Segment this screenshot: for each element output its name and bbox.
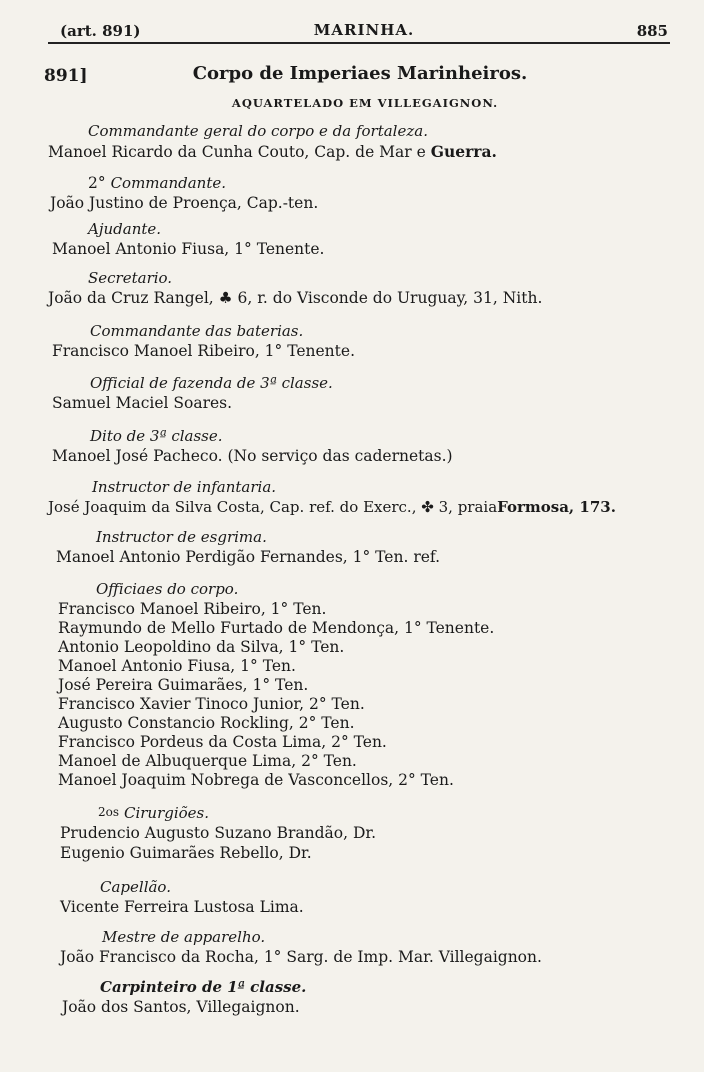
officer-name: Antonio Leopoldino da Silva, 1° Ten. [58, 638, 345, 656]
address-symbol-icon: ✤ [421, 498, 434, 516]
role-instructor-infantaria: Instructor de infantaria. [92, 478, 277, 496]
role-commandante-baterias: Commandante das baterias. [90, 322, 304, 340]
officer-name: Manoel Antonio Fiusa, 1° Ten. [58, 657, 296, 675]
role-segundo-commandante [88, 174, 226, 192]
entry-instructor-esgrima: Manoel Antonio Perdigão Fernandes, 1° Ten. ref. [56, 548, 441, 566]
role-secretario: Secretario. [88, 269, 173, 287]
role-officiaes: Officiaes do corpo. [96, 580, 239, 598]
officer-name: Augusto Constancio Rockling, 2° Ten. [58, 714, 355, 732]
header-rule [48, 42, 670, 44]
article-ref: (art. 891) [60, 22, 141, 40]
role-ajudante: Ajudante. [88, 220, 162, 238]
officer-name: Francisco Manoel Ribeiro, 1° Ten. [58, 600, 327, 618]
running-title: MARINHA. [313, 21, 415, 39]
role-label: Commandante. [110, 174, 226, 192]
surgeon-name: Eugenio Guimarães Rebello, Dr. [60, 844, 312, 862]
entry-ajudante: Manoel Antonio Fiusa, 1° Tenente. [52, 240, 325, 258]
section-number: 891] [44, 66, 88, 86]
section-subtitle: AQUARTELADO EM VILLEGAIGNON. [231, 96, 499, 110]
entry-instructor-infantaria [48, 498, 616, 516]
running-header [58, 20, 670, 42]
entry-official-fazenda: Samuel Maciel Soares. [52, 394, 233, 412]
role-commandante-geral: Commandante geral do corpo e da fortaleza. [88, 122, 428, 140]
role-prefix: 2os [98, 805, 120, 819]
entry-commandante-baterias: Francisco Manoel Ribeiro, 1° Tenente. [52, 342, 355, 360]
entry-carpinteiro: João dos Santos, Villegaignon. [62, 998, 300, 1016]
role-label: Cirurgiões. [123, 804, 210, 822]
officer-name: José Pereira Guimarães, 1° Ten. [58, 676, 309, 694]
entry-name: José Joaquim da Silva Costa, Cap. ref. do Exerc., [48, 498, 417, 516]
role-instructor-esgrima: Instructor de esgrima. [96, 528, 267, 546]
address-symbol-icon: ♣ [218, 289, 233, 307]
entry-secretario [48, 289, 542, 307]
entry-address: 6, r. do Visconde do Uruguay, 31, Nith. [237, 289, 543, 307]
officer-name: Raymundo de Mello Furtado de Mendonça, 1° Tenente. [58, 619, 495, 637]
section-title: Corpo de Imperiaes Marinheiros. [192, 63, 528, 84]
entry-address: 3, praia [438, 498, 498, 516]
entry-name-bold: Guerra. [430, 142, 497, 161]
officer-name: Francisco Pordeus da Costa Lima, 2° Ten. [58, 733, 387, 751]
entry-segundo-commandante: João Justino de Proença, Cap.-ten. [50, 194, 319, 212]
role-cirurgioes [98, 804, 209, 822]
entry-dito: Manoel José Pacheco. (No serviço das cadernetas.) [52, 447, 453, 465]
entry-mestre: João Francisco da Rocha, 1° Sarg. de Imp. Mar. Villegaignon. [60, 948, 542, 966]
role-mestre: Mestre de apparelho. [102, 928, 266, 946]
role-official-fazenda: Official de fazenda de 3ª classe. [90, 374, 333, 392]
page-number: 885 [636, 22, 668, 40]
role-carpinteiro: Carpinteiro de 1ª classe. [100, 978, 307, 996]
role-dito: Dito de 3ª classe. [90, 427, 223, 445]
surgeon-name: Prudencio Augusto Suzano Brandão, Dr. [60, 824, 377, 842]
officer-name: Manoel Joaquim Nobrega de Vasconcellos, 2° Ten. [58, 771, 454, 789]
entry-commandante-geral [48, 142, 497, 161]
officer-name: Francisco Xavier Tinoco Junior, 2° Ten. [58, 695, 365, 713]
officer-name: Manoel de Albuquerque Lima, 2° Ten. [58, 752, 357, 770]
entry-name: João da Cruz Rangel, [48, 289, 214, 307]
role-capellao: Capellão. [100, 878, 171, 896]
entry-capellao: Vicente Ferreira Lustosa Lima. [60, 898, 304, 916]
entry-name: Manoel Ricardo da Cunha Couto, Cap. de Mar e [48, 143, 426, 161]
entry-address-bold: Formosa, 173. [497, 498, 616, 516]
role-prefix: 2° [88, 174, 106, 192]
